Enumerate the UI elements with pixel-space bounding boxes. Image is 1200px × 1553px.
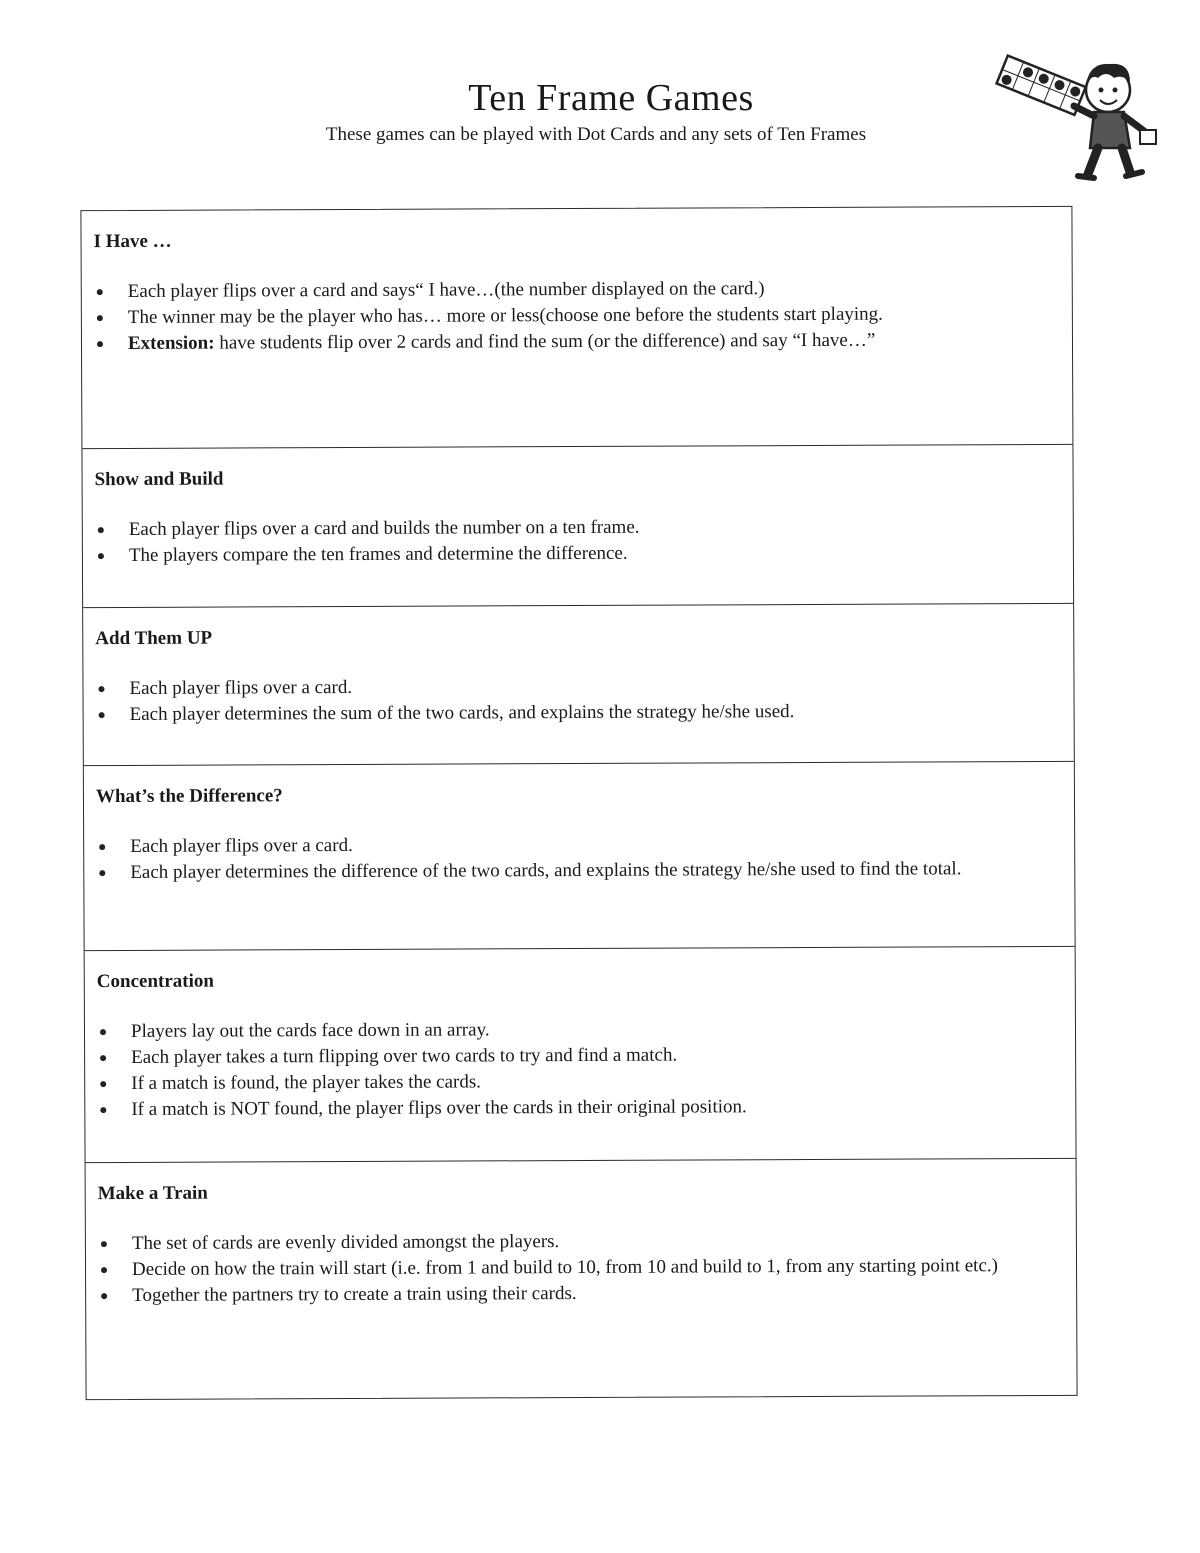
list-item: If a match is NOT found, the player flips over the cards in their original position. [97,1093,1051,1123]
section-title: Make a Train [97,1182,208,1205]
list-item: Each player determines the sum of the two cards, and explains the strategy he/she used. [96,698,1050,728]
list-item: Each player flips over a card. [95,672,1049,702]
games-table [80,206,1077,1400]
section-title: Add Them UP [95,627,213,650]
list-item: Each player flips over a card and says“ I have…(the number displayed on the card.) [94,275,1048,305]
list-item: Together the partners try to create a train using their cards. [98,1279,1052,1309]
game-section-show-and-build [82,445,1073,608]
list-item: The winner may be the player who has… more or less(choose one before the students start playing. [94,301,1048,331]
game-section-i-have [81,207,1072,449]
section-title: What’s the Difference? [95,785,283,808]
page-title: Ten Frame Games [468,77,754,119]
section-title: Concentration [96,970,214,993]
list-item: Each player flips over a card. [96,830,1050,860]
section-title: I Have … [93,230,172,253]
list-item: Each player takes a turn flipping over two cards to try and find a match. [97,1041,1051,1071]
list-item: If a match is found, the player takes the cards. [97,1067,1051,1097]
list-item: Extension: have students flip over 2 cards and find the sum (or the difference) and say “I have…” [94,327,1048,357]
list-item: Decide on how the train will start (i.e. from 1 and build to 10, from 10 and build to 1, from any starting point etc.) [98,1253,1052,1283]
boy-holding-ten-frame-card-icon [990,48,1166,186]
list-item: Each player determines the difference of the two cards, and explains the strategy he/she used to find the total. [96,856,1050,886]
section-title: Show and Build [94,468,224,491]
list-item: The set of cards are evenly divided amongst the players. [98,1227,1052,1257]
game-section-add-them-up [83,604,1074,766]
page-subtitle: These games can be played with Dot Cards and any sets of Ten Frames [325,124,867,145]
list-item: Players lay out the cards face down in an array. [97,1015,1051,1045]
list-item: Each player flips over a card and builds the number on a ten frame. [95,513,1049,543]
game-section-concentration [85,947,1076,1163]
game-section-make-a-train [86,1159,1077,1399]
list-item: The players compare the ten frames and determine the difference. [95,539,1049,569]
game-section-whats-the-difference [84,762,1075,951]
